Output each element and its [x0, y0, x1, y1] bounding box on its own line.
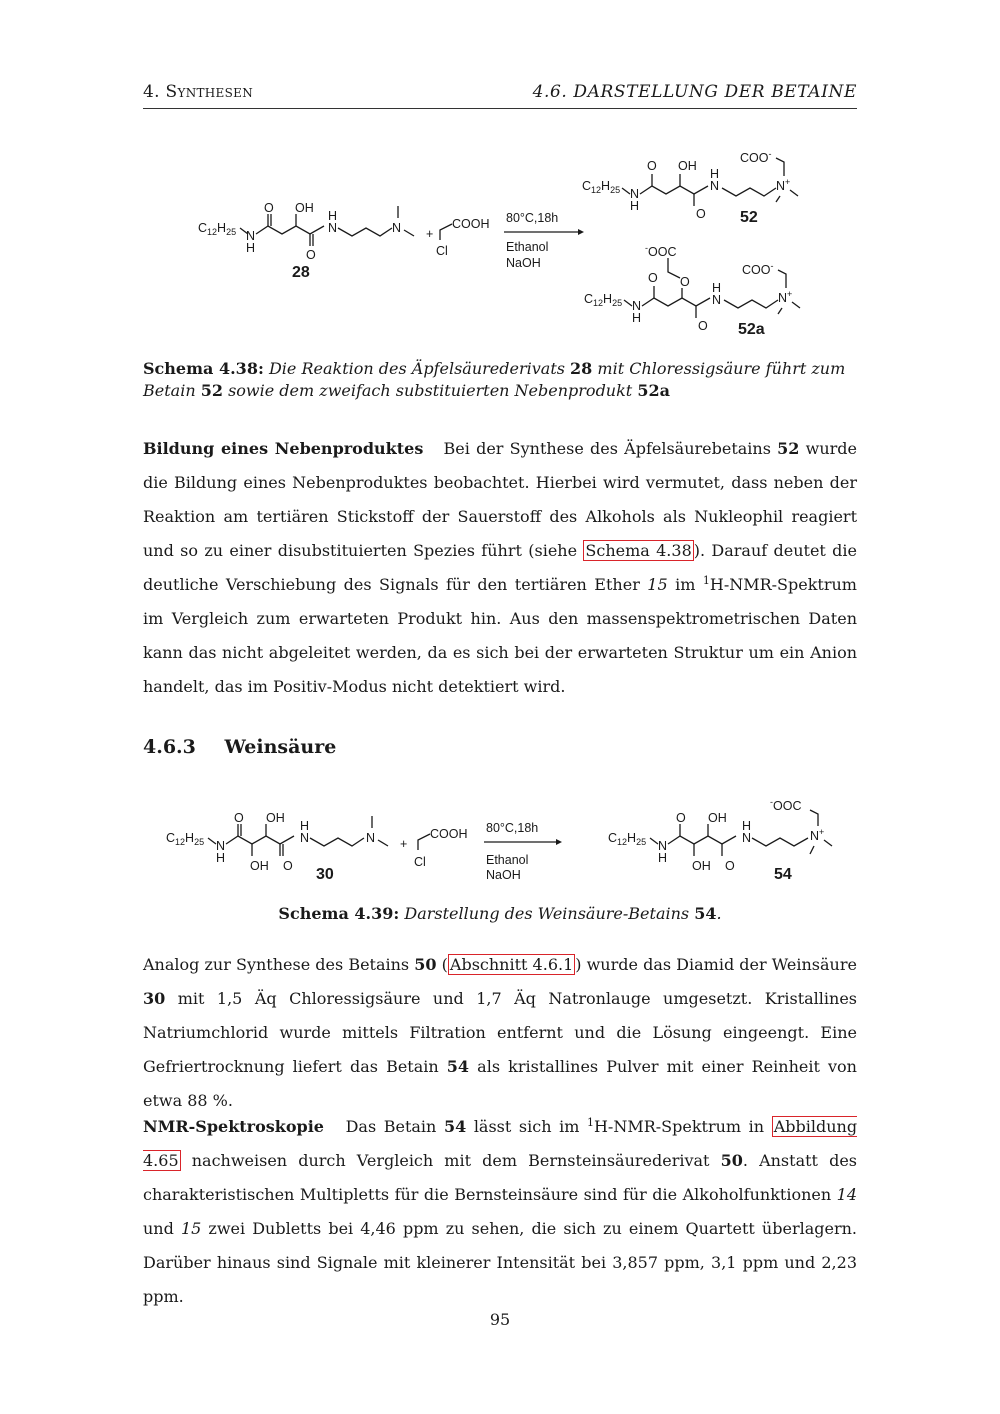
running-header [143, 82, 857, 109]
svg-text:C12H25: $C_{12}H_{25}$ [166, 831, 205, 847]
svg-text:N: N [712, 293, 722, 307]
compound-label-52: 52 [740, 209, 758, 226]
svg-text:+: + [400, 837, 408, 851]
svg-text:H: H [632, 311, 642, 325]
svg-text:N: N [710, 179, 720, 193]
svg-text:OH: OH [266, 811, 285, 825]
svg-text:COOH: COOH [452, 217, 490, 231]
caption-label: Schema 4.38: [143, 359, 264, 378]
svg-text:N+: N+ [778, 289, 793, 305]
svg-text:N: N [328, 221, 338, 235]
svg-text:O: O [283, 859, 293, 873]
svg-text:O: O [680, 275, 690, 289]
caption-scheme-4-38: Schema 4.38: Die Reaktion des Äpfelsäurederivats 28 mit Chloressigsäure führt zum Betain 52 sowie dem zweifach substituierten Nebenprodukt 52a [143, 359, 846, 400]
svg-text:N: N [300, 831, 310, 845]
paragraph-heading: NMR-Spektroskopie [143, 1117, 324, 1136]
svg-text:O: O [264, 201, 274, 215]
svg-text:H: H [658, 851, 668, 865]
link-abbildung-4-65[interactable]: Abbildung 4.65 [143, 1117, 858, 1170]
svg-text:O: O [725, 859, 735, 873]
svg-text:H: H [300, 819, 310, 833]
svg-text:N: N [658, 839, 668, 853]
svg-text:OH: OH [708, 811, 727, 825]
svg-text:H: H [742, 819, 752, 833]
section-title: Weinsäure [224, 736, 337, 758]
svg-text:O: O [306, 248, 316, 262]
svg-text:80°C,18h: 80°C,18h [486, 821, 539, 835]
svg-text:OH: OH [678, 159, 697, 173]
svg-text:NaOH: NaOH [486, 868, 521, 882]
compound-label-28: 28 [292, 264, 310, 281]
svg-text:H: H [216, 851, 226, 865]
svg-text:O: O [234, 811, 244, 825]
svg-text:N: N [366, 831, 376, 845]
svg-text:-OOC: -OOC [770, 797, 802, 813]
svg-text:N: N [246, 229, 256, 243]
page-number: 95 [489, 1310, 511, 1329]
svg-text:O: O [696, 207, 706, 221]
svg-text:O: O [648, 271, 658, 285]
header-section: 4.6. DARSTELLUNG DER BETAINE [532, 82, 857, 102]
reactant-30 [166, 811, 388, 883]
chloroacetic-acid-2 [400, 827, 468, 869]
svg-text:H: H [246, 241, 256, 255]
compound-label-52a: 52a [738, 321, 765, 338]
reaction-arrow-1 [504, 211, 584, 270]
link-abschnitt-4-6-1[interactable]: Abschnitt 4.6.1 [449, 955, 574, 974]
svg-text:Ethanol: Ethanol [486, 853, 529, 867]
scheme-4-39 [0, 790, 1000, 890]
section-heading-4-6-3 [143, 736, 336, 758]
svg-text:80°C,18h: 80°C,18h [506, 211, 559, 225]
svg-text:N: N [632, 299, 642, 313]
svg-text:N: N [630, 187, 640, 201]
svg-text:+: + [426, 227, 434, 241]
svg-text:COOH: COOH [430, 827, 468, 841]
caption-label: Schema 4.39: [278, 904, 400, 923]
svg-text:OH: OH [295, 201, 314, 215]
svg-text:N+: N+ [776, 177, 791, 193]
svg-text:C12H25: $C_{12}H_{25}$ [584, 292, 623, 308]
svg-text:OH: OH [250, 859, 269, 873]
alkyl-chain-label: $C_{12}H_{25}$ [198, 221, 237, 237]
svg-text:COO-: COO- [740, 149, 772, 165]
header-chapter: 4. Synthesen [143, 82, 254, 102]
svg-text:Cl: Cl [436, 244, 448, 258]
link-schema-4-38[interactable]: Schema 4.38 [585, 541, 692, 560]
svg-text:Cl: Cl [414, 855, 426, 869]
svg-text:O: O [647, 159, 657, 173]
svg-text:O: O [676, 811, 686, 825]
chloroacetic-acid [426, 217, 490, 258]
scheme-4-38 [0, 140, 1000, 340]
svg-text:H: H [710, 167, 720, 181]
product-52a [584, 243, 800, 338]
svg-text:H: H [712, 281, 722, 295]
svg-text:O: O [698, 319, 708, 333]
svg-text:N: N [392, 221, 402, 235]
section-number: 4.6.3 [143, 736, 196, 758]
svg-text:OH: OH [692, 859, 711, 873]
paragraph-nmr: NMR-Spektroskopie Das Betain 54 lässt sich im $^1$H-NMR-Spektrum in Abbildung 4.65 nachweisen durch Vergleich mit dem Bernsteinsäurederivat 50. Anstatt des charakteristischen Multipletts für die Bernsteinsäure sind für die Alkoholfunktionen 14 und 15 zwei Dubletts bei 4,46 ppm zu sehen, die sich zu einem Quartett überlagern. Darüber hinaus sind Signale mit kleinerer Intensität bei 3,857 ppm, 3,1 ppm und 2,23 ppm. [143, 1116, 858, 1306]
paragraph-synthese-weinsaeure: Analog zur Synthese des Betains 50 ( Abschnitt 4.6.1 ) wurde das Diamid der Weinsäure 30 mit 1,5 Äq Chloressigsäure und 1,7 Äq Natronlauge umgesetzt. Kristallines Natriumchlorid wurde mittels Filtration entfernt und die Lösung eingeengt. Eine Gefriertrocknung liefert das Betain 54 als kristallines Pulver mit einer Reinheit von etwa 88 %. [143, 955, 857, 1110]
svg-text:H: H [630, 199, 640, 213]
svg-text:Ethanol: Ethanol [506, 240, 549, 254]
caption-scheme-4-39: Schema 4.39: Darstellung des Weinsäure-Betains 54. [278, 904, 722, 923]
reactant-28 [198, 201, 414, 281]
product-52 [582, 149, 798, 226]
svg-text:N: N [216, 839, 226, 853]
svg-text:H: H [328, 209, 338, 223]
compound-label-54: 54 [774, 866, 792, 883]
reaction-arrow-2 [484, 821, 562, 882]
svg-text:C12H25: $C_{12}H_{25}$ [608, 831, 647, 847]
svg-text:NaOH: NaOH [506, 256, 541, 270]
svg-text:N: N [742, 831, 752, 845]
svg-text:N+: N+ [810, 827, 825, 843]
paragraph-nebenprodukt: Bildung eines Nebenproduktes Bei der Synthese des Äpfelsäurebetains 52 wurde die Bildung eines Nebenproduktes beobachtet. Hierbei wird vermutet, dass neben der Reaktion am tertiären Stickstoff der Sauerstoff des Alkohols als Nukleophil reagiert und so zu einer disubstituierten Spezies führt (siehe Schema 4.38 ). Darauf deutet die deutliche Verschiebung des Signals für den tertiären Ether 15 im $^1$H-NMR-Spektrum im Vergleich zum erwarteten Produkt hin. Aus den massenspektrometrischen Daten kann das nicht abgeleitet werden, da es sich bei der erwarteten Struktur um ein Anion handelt, das im Positiv-Modus nicht detektiert wird. [143, 439, 857, 696]
paragraph-heading: Bildung eines Nebenproduktes [143, 439, 424, 458]
svg-text:COO-: COO- [742, 261, 774, 277]
product-54 [608, 797, 832, 883]
svg-text:C12H25: $C_{12}H_{25}$ [582, 179, 621, 195]
compound-label-30: 30 [316, 866, 334, 883]
svg-text:-OOC: -OOC [645, 243, 677, 259]
